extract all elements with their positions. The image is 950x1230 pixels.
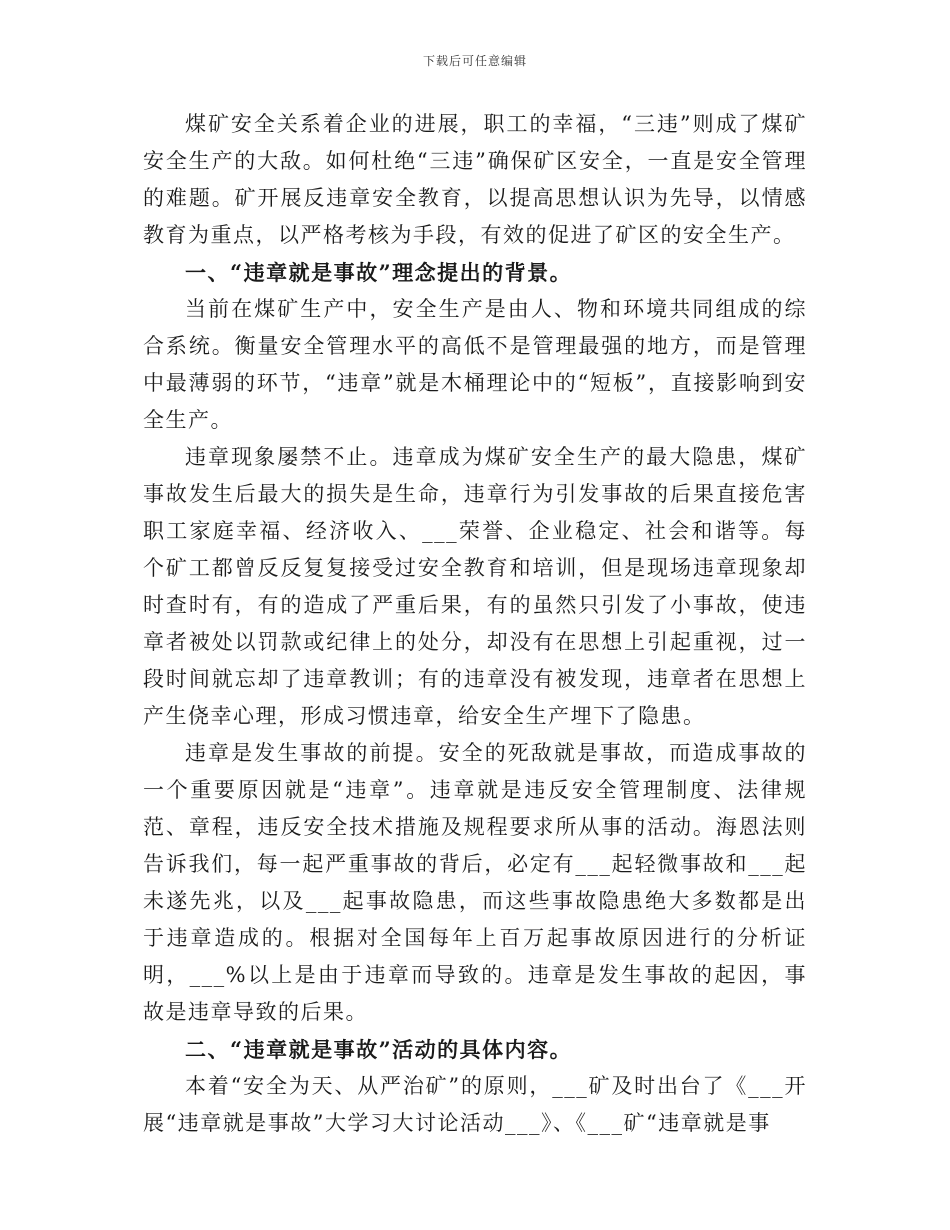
section-heading-1: 一、“违章就是事故”理念提出的背景。 — [185, 260, 573, 285]
paragraph-heinrich-law: 违章是发生事故的前提。安全的死敌就是事故，而造成事故的一个重要原因就是“违章”。违章就是违反安全管理制度、法律规范、章程，违反安全技术措施及规程要求所从事的活动。海恩法则告诉我们，每一起严重事故的背后，必定有___起轻微事故和___起未遂先兆，以及___起事故隐患，而这些事故隐患绝大多数都是出于违章造成的。根据对全国每年上百万起事故原因进行的分析证明，___%以上是由于违章而导致的。违章是发生事故的起因，事故是违章导致的后果。 — [143, 741, 807, 1024]
paragraph-activity-content: 本着“安全为天、从严治矿”的原则，___矿及时出台了《___开展“违章就是事故”大学习大讨论活动___》、《___矿“违章就是事 — [143, 1074, 807, 1135]
paragraph-violations: 违章现象屡禁不止。违章成为煤矿安全生产的最大隐患，煤矿事故发生后最大的损失是生命，违章行为引发事故的后果直接危害职工家庭幸福、经济收入、___荣誉、企业稳定、社会和谐等。每个矿工都曾反反复复接受过安全教育和培训，但是现场违章现象却时查时有，有的造成了严重后果，有的虽然只引发了小事故，使违章者被处以罚款或纪律上的处分，却没有在思想上引起重视，过一段时间就忘却了违章教训；有的违章没有被发现，违章者在思想上产生侥幸心理，形成习惯违章，给安全生产埋下了隐患。 — [143, 445, 807, 728]
document-body — [143, 106, 807, 1142]
section-heading-2: 二、“违章就是事故”活动的具体内容。 — [185, 1037, 573, 1062]
paragraph-intro: 煤矿安全关系着企业的进展，职工的幸福，“三违”则成了煤矿安全生产的大敌。如何杜绝“三违”确保矿区安全，一直是安全管理的难题。矿开展反违章安全教育，以提高思想认识为先导，以情感教育为重点，以严格考核为手段，有效的促进了矿区的安全生产。 — [143, 112, 807, 247]
page-header: 下载后可任意编辑 — [422, 54, 527, 68]
paragraph-background: 当前在煤矿生产中，安全生产是由人、物和环境共同组成的综合系统。衡量安全管理水平的高低不是管理最强的地方，而是管理中最薄弱的环节，“违章”就是木桶理论中的“短板”，直接影响到安全生产。 — [143, 297, 807, 432]
